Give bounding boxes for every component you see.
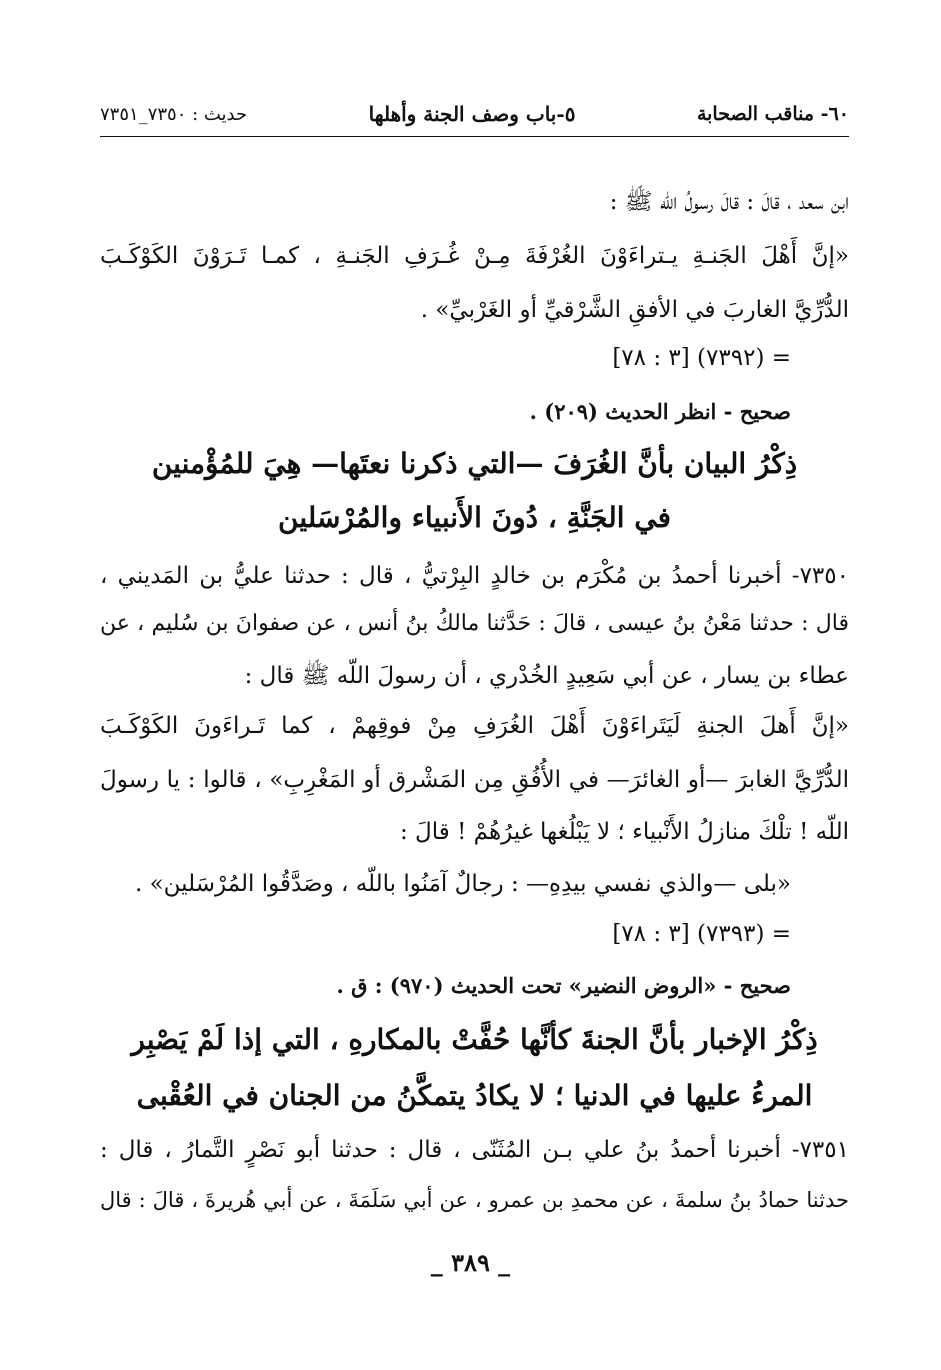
section-title: ٥-باب وصف الجنة وأهلها — [368, 102, 576, 126]
text-line-2: «إنَّ أَهْلَ الجَنـةِ يـتراءَوْنَ الغُرْفَةَ مِـنْ غُـرَفِ الجَنـةِ ، كمـا تَـرَوْنَ الكَوْكَـبَ — [100, 243, 849, 269]
hadith-range: حديث : ٧٣٥٠_٧٣٥١ — [100, 103, 248, 125]
text-line-16: حدثنا حمادُ بنُ سلمةَ ، عن محمدِ بن عمرو ، عن أبي سَلَمَةَ ، عن أبي هُريرةَ ، قالَ : قال — [100, 1188, 849, 1212]
running-header — [100, 96, 849, 132]
chapter-heading-1a: ذِكْرُ البيان بأنَّ الغُرَفَ —التي ذكرنا نعتَها— هِيَ للمُؤْمنين — [151, 447, 798, 480]
chapter-title: ٦٠- مناقب الصحابة — [696, 103, 849, 125]
grading-reference-2: = (٧٣٩٣) [٣ : ٧٨] — [612, 921, 791, 947]
text-line-1: ابن سعد ، قالَ : قالَ رسولُ اللّه ﷺ : — [609, 189, 849, 215]
grading-reference-1: = (٧٣٩٢) [٣ : ٧٨] — [612, 345, 791, 371]
chapter-heading-2b: المرءُ عليها في الدنيا ؛ لا يكادُ يتمكَّنُ من الجنان في العُقْبى — [136, 1079, 813, 1112]
chapter-heading-2a: ذِكْرُ الإخبار بأنَّ الجنةَ كأنَّها حُفَّتْ بالمكارهِ ، التي إذا لَمْ يَصْبِر — [131, 1023, 818, 1056]
text-line-10: الدُّرِّيَّ الغابرَ —أو الغائرَ— في الأُفُقِ مِن المَشْرق أو المَغْرِبِ» ، قالوا : يا رسولَ — [100, 767, 849, 793]
text-line-7: قال : حدثنا مَعْنُ بنُ عيسى ، قالَ : حَدَّثنا مالكُ بنُ أنس ، عن صفوانَ بن سُليم ، عن — [100, 611, 849, 636]
chapter-heading-1b: في الجَنَّةِ ، دُونَ الأَنبياء والمُرْسَلين — [278, 501, 671, 534]
text-line-8: عطاء بن يسار ، عن أبي سَعِيدٍ الخُدْري ، أن رسولَ اللّه ﷺ قال : — [244, 663, 849, 689]
grading-note-1: صحيح - انظر الحديث (٢٠٩) . — [529, 399, 791, 424]
grading-note-2: صحيح - «الروض النضير» تحت الحديث (٩٧٠) : ق . — [336, 973, 791, 998]
text-line-11: اللّه ! تلْكَ منازلُ الأَنْبياء ؛ لا يَبْلُغها غيرُهُمْ ! قالَ : — [400, 819, 849, 845]
header-rule — [100, 136, 849, 137]
text-line-3: الدُّرِّيَّ الغاربَ في الأفقِ الشَّرْقيِّ أو الغَرْبيِّ» . — [420, 297, 849, 323]
text-line-15: ٧٣٥١- أخبرنا أحمدُ بنُ علي بـن المُثَنّى ، قال : حدثنا أبو نَصْرٍ التَّمارُ ، قال : — [100, 1137, 849, 1163]
page-number: _ ٣٨٩ _ — [430, 1248, 511, 1277]
text-line-9: «إنَّ أَهلَ الجنةِ لَيَتَراءَوْنَ أَهْلَ الغُرَفِ مِنْ فوقِهمْ ، كما تَـراءَونَ الكَوْكَـبَ — [100, 713, 849, 739]
text-line-6: ٧٣٥٠- أخبرنا أحمدُ بن مُكْرَم بن خالدٍ البِرْتيُّ ، قال : حدثنا عليُّ بن المَديني ، — [100, 563, 849, 589]
text-line-12: «بلى —والذي نفسي بيدِهِ— : رجالٌ آمَنُوا باللّه ، وصَدَّقُوا المُرْسَلين» . — [134, 871, 791, 897]
